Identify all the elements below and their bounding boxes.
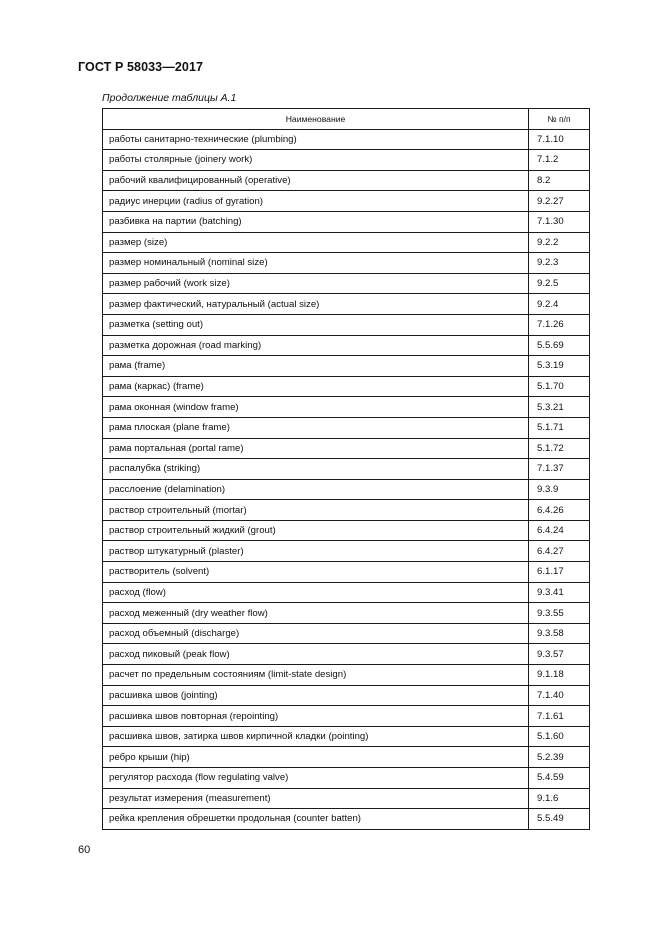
- term-number-cell: 5.2.39: [529, 747, 590, 768]
- table-row: [103, 603, 590, 624]
- term-name-cell: рейка крепления обрешетки продольная (counter batten): [103, 809, 529, 830]
- table-row: [103, 768, 590, 789]
- term-name-cell: разметка дорожная (road marking): [103, 335, 529, 356]
- table-row: [103, 788, 590, 809]
- term-number-cell: 7.1.10: [529, 129, 590, 150]
- table-row: [103, 479, 590, 500]
- term-name-cell: расшивка швов, затирка швов кирпичной кладки (pointing): [103, 726, 529, 747]
- term-name-cell: раствор строительный жидкий (grout): [103, 520, 529, 541]
- term-name-cell: результат измерения (measurement): [103, 788, 529, 809]
- term-name-cell: размер рабочий (work size): [103, 273, 529, 294]
- table-row: [103, 644, 590, 665]
- term-number-cell: 5.5.49: [529, 809, 590, 830]
- term-name-cell: размер (size): [103, 232, 529, 253]
- term-number-cell: 9.3.58: [529, 623, 590, 644]
- document-header: ГОСТ Р 58033—2017: [78, 60, 204, 74]
- term-number-cell: 7.1.30: [529, 211, 590, 232]
- table-row: [103, 623, 590, 644]
- term-number-cell: 9.3.55: [529, 603, 590, 624]
- term-name-cell: рама плоская (plane frame): [103, 417, 529, 438]
- table-row: [103, 417, 590, 438]
- table-row: [103, 459, 590, 480]
- term-number-cell: 9.3.9: [529, 479, 590, 500]
- table-row: [103, 232, 590, 253]
- term-name-cell: расход объемный (discharge): [103, 623, 529, 644]
- term-name-cell: рама оконная (window frame): [103, 397, 529, 418]
- term-name-cell: радиус инерции (radius of gyration): [103, 191, 529, 212]
- term-number-cell: 9.2.3: [529, 253, 590, 274]
- term-number-cell: 5.1.72: [529, 438, 590, 459]
- table-row: [103, 685, 590, 706]
- table-row: [103, 294, 590, 315]
- term-number-cell: 9.2.27: [529, 191, 590, 212]
- table-row: [103, 253, 590, 274]
- term-name-cell: размер фактический, натуральный (actual size): [103, 294, 529, 315]
- term-number-cell: 7.1.40: [529, 685, 590, 706]
- term-number-cell: 6.1.17: [529, 562, 590, 583]
- term-number-cell: 7.1.61: [529, 706, 590, 727]
- term-name-cell: расшивка швов повторная (repointing): [103, 706, 529, 727]
- table-row: [103, 397, 590, 418]
- term-number-cell: 5.3.19: [529, 356, 590, 377]
- term-name-cell: расход (flow): [103, 582, 529, 603]
- term-number-cell: 9.2.4: [529, 294, 590, 315]
- table-header-row: [103, 109, 590, 130]
- term-name-cell: рама портальная (portal rame): [103, 438, 529, 459]
- term-number-cell: 5.1.70: [529, 376, 590, 397]
- term-name-cell: размер номинальный (nominal size): [103, 253, 529, 274]
- term-name-cell: рама (каркас) (frame): [103, 376, 529, 397]
- table-row: [103, 582, 590, 603]
- table-row: [103, 500, 590, 521]
- table-row: [103, 273, 590, 294]
- column-header-name: Наименование: [103, 109, 529, 130]
- term-number-cell: 9.2.5: [529, 273, 590, 294]
- term-number-cell: 5.5.69: [529, 335, 590, 356]
- term-number-cell: 7.1.26: [529, 314, 590, 335]
- table-row: [103, 129, 590, 150]
- table-row: [103, 170, 590, 191]
- term-name-cell: работы санитарно-технические (plumbing): [103, 129, 529, 150]
- table-row: [103, 191, 590, 212]
- column-header-number: № п/п: [529, 109, 590, 130]
- term-number-cell: 5.3.21: [529, 397, 590, 418]
- term-number-cell: 6.4.26: [529, 500, 590, 521]
- table-row: [103, 211, 590, 232]
- term-number-cell: 9.3.41: [529, 582, 590, 603]
- table-caption: Продолжение таблицы А.1: [102, 92, 237, 104]
- page-number: 60: [78, 844, 91, 856]
- term-number-cell: 9.1.18: [529, 665, 590, 686]
- table-row: [103, 314, 590, 335]
- term-name-cell: раствор строительный (mortar): [103, 500, 529, 521]
- term-name-cell: раствор штукатурный (plaster): [103, 541, 529, 562]
- term-number-cell: 5.4.59: [529, 768, 590, 789]
- table-row: [103, 726, 590, 747]
- term-name-cell: расслоение (delamination): [103, 479, 529, 500]
- term-name-cell: разбивка на партии (batching): [103, 211, 529, 232]
- table-row: [103, 150, 590, 171]
- table-row: [103, 376, 590, 397]
- term-name-cell: расход пиковый (peak flow): [103, 644, 529, 665]
- table-row: [103, 665, 590, 686]
- term-number-cell: 5.1.71: [529, 417, 590, 438]
- term-number-cell: 9.1.6: [529, 788, 590, 809]
- term-number-cell: 8.2: [529, 170, 590, 191]
- term-name-cell: регулятор расхода (flow regulating valve): [103, 768, 529, 789]
- term-name-cell: работы столярные (joinery work): [103, 150, 529, 171]
- table-row: [103, 520, 590, 541]
- table-body: [103, 129, 590, 829]
- table-row: [103, 809, 590, 830]
- term-name-cell: растворитель (solvent): [103, 562, 529, 583]
- table-row: [103, 541, 590, 562]
- term-name-cell: расшивка швов (jointing): [103, 685, 529, 706]
- term-number-cell: 9.3.57: [529, 644, 590, 665]
- term-name-cell: расчет по предельным состояниям (limit-state design): [103, 665, 529, 686]
- term-number-cell: 9.2.2: [529, 232, 590, 253]
- term-number-cell: 6.4.24: [529, 520, 590, 541]
- table-row: [103, 356, 590, 377]
- term-number-cell: 5.1.60: [529, 726, 590, 747]
- term-name-cell: рама (frame): [103, 356, 529, 377]
- table-row: [103, 706, 590, 727]
- table-row: [103, 335, 590, 356]
- term-name-cell: ребро крыши (hip): [103, 747, 529, 768]
- term-name-cell: расход меженный (dry weather flow): [103, 603, 529, 624]
- term-name-cell: распалубка (striking): [103, 459, 529, 480]
- table-row: [103, 562, 590, 583]
- term-name-cell: разметка (setting out): [103, 314, 529, 335]
- term-number-cell: 6.4.27: [529, 541, 590, 562]
- table-row: [103, 438, 590, 459]
- table-row: [103, 747, 590, 768]
- terms-table: [102, 108, 590, 830]
- term-number-cell: 7.1.2: [529, 150, 590, 171]
- term-name-cell: рабочий квалифицированный (operative): [103, 170, 529, 191]
- term-number-cell: 7.1.37: [529, 459, 590, 480]
